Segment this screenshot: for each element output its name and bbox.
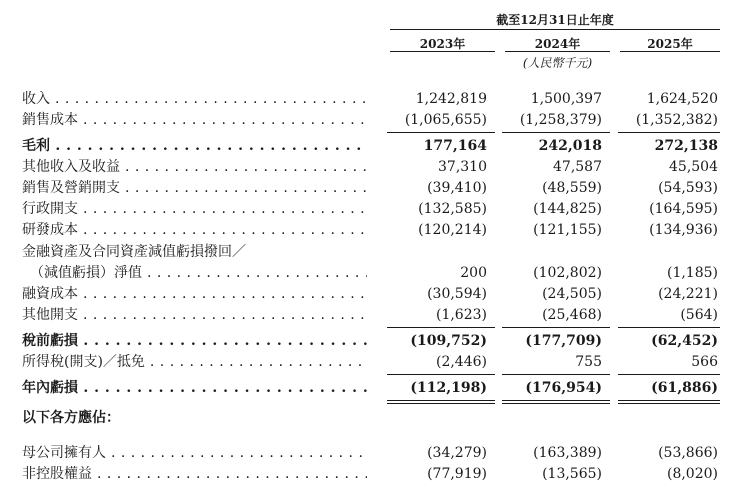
subtotal-rule-2024 <box>502 374 610 375</box>
row-label: （減值虧損）淨值 . . . <box>30 263 367 283</box>
value-2023: 37,310 <box>438 159 487 175</box>
row-other-income <box>0 157 750 177</box>
value-2024: (1,258,379) <box>519 112 602 128</box>
value-2025: (164,595) <box>649 201 718 217</box>
value-2025: (1,352,382) <box>635 112 718 128</box>
subtotal-rule-2025 <box>618 374 720 375</box>
row-impairment-line1 <box>0 242 750 262</box>
value-2023: (132,585) <box>418 201 487 217</box>
row-gross-profit <box>0 136 750 156</box>
value-2024: (163,389) <box>533 445 602 461</box>
year-rule-2025 <box>620 51 720 52</box>
value-2025: (53,866) <box>658 445 718 461</box>
subtotal-rule-2023 <box>387 132 495 133</box>
value-2025: 566 <box>691 354 718 370</box>
row-attributable-heading <box>0 408 750 428</box>
value-2025: 272,138 <box>654 138 718 154</box>
total-double-rule-2025 <box>618 400 720 401</box>
value-2025: (1,185) <box>666 265 718 281</box>
year-header-2023: 2023年 <box>419 37 466 51</box>
unit-label: (人民幣千元) <box>522 56 593 70</box>
value-2023: (109,752) <box>410 333 487 349</box>
value-2025: 1,624,520 <box>646 91 718 107</box>
row-finance-costs <box>0 284 750 304</box>
value-2025: (24,221) <box>658 286 718 302</box>
row-label: 母公司擁有人 . . . <box>22 443 367 463</box>
value-2023: (34,279) <box>427 445 487 461</box>
row-label: 金融資產及合同資產減值虧損撥回／ <box>22 244 246 260</box>
subtotal-rule-2025 <box>618 327 720 328</box>
value-2024: (176,954) <box>525 380 602 396</box>
value-2025: (62,452) <box>651 333 718 349</box>
row-label: 毛利 . . . <box>22 136 367 156</box>
row-income-tax <box>0 352 750 372</box>
value-2023: 177,164 <box>423 138 487 154</box>
value-2025: (8,020) <box>666 466 718 482</box>
total-double-rule-2023 <box>387 400 495 401</box>
row-owners-of-parent <box>0 443 750 463</box>
row-label: 非控股權益 . . . <box>22 464 367 484</box>
value-2023: 200 <box>460 265 487 281</box>
value-2023: (1,623) <box>435 307 487 323</box>
subtotal-rule-2025 <box>618 132 720 133</box>
value-2024: 1,500,397 <box>530 91 602 107</box>
total-double-rule-2024 <box>502 400 610 401</box>
row-other-expenses <box>0 305 750 325</box>
value-2024: (25,468) <box>542 307 602 323</box>
value-2024: (144,825) <box>533 201 602 217</box>
subtotal-rule-2024 <box>502 132 610 133</box>
value-2023: 1,242,819 <box>415 91 487 107</box>
header-rule <box>390 29 720 30</box>
row-label: 行政開支 . . . <box>22 199 367 219</box>
value-2025: (61,886) <box>651 380 718 396</box>
row-revenue <box>0 89 750 109</box>
year-rule-2023 <box>390 51 495 52</box>
subtotal-rule-2024 <box>502 327 610 328</box>
row-label: 融資成本 . . . <box>22 284 367 304</box>
value-2025: (564) <box>680 307 718 323</box>
row-label: 收入 . . . <box>22 89 367 109</box>
row-label: 其他收入及收益 . . . <box>22 157 367 177</box>
year-rule-2024 <box>505 51 610 52</box>
row-rd-costs <box>0 220 750 240</box>
value-2024: (102,802) <box>533 265 602 281</box>
row-loss-before-tax <box>0 331 750 351</box>
row-label: 銷售成本 . . . <box>22 110 367 130</box>
value-2024: (13,565) <box>542 466 602 482</box>
row-label: 以下各方應佔： <box>22 410 120 426</box>
value-2025: 45,504 <box>669 159 718 175</box>
value-2024: 47,587 <box>553 159 602 175</box>
period-title: 截至12月31日止年度 <box>496 13 614 27</box>
row-non-controlling <box>0 464 750 484</box>
row-label: 所得稅(開支)／抵免 . . . <box>22 352 367 372</box>
subtotal-rule-2023 <box>387 327 495 328</box>
value-2023: (2,446) <box>435 354 487 370</box>
row-label: 銷售及營銷開支 . . . <box>22 178 367 198</box>
value-2023: (39,410) <box>427 180 487 196</box>
subtotal-rule-2023 <box>387 374 495 375</box>
row-cost-of-sales <box>0 110 750 130</box>
value-2024: 755 <box>575 354 602 370</box>
value-2024: (177,709) <box>525 333 602 349</box>
value-2024: (48,559) <box>542 180 602 196</box>
value-2023: (120,214) <box>418 222 487 238</box>
year-header-2025: 2025年 <box>647 37 693 51</box>
row-label: 年內虧損 . . . <box>22 378 367 398</box>
row-label: 其他開支 . . . <box>22 305 367 325</box>
row-selling-expenses <box>0 178 750 198</box>
row-admin-expenses <box>0 199 750 219</box>
value-2024: (24,505) <box>542 286 602 302</box>
row-loss-for-year <box>0 378 750 398</box>
year-header-2024: 2024年 <box>534 37 581 51</box>
row-label: 研發成本 . . . <box>22 220 367 240</box>
row-label: 稅前虧損 . . . <box>22 331 367 351</box>
value-2025: (54,593) <box>658 180 718 196</box>
value-2023: (77,919) <box>427 466 487 482</box>
value-2023: (30,594) <box>427 286 487 302</box>
total-double-rule-2024 <box>502 403 610 404</box>
row-impairment-net <box>0 263 750 283</box>
value-2024: 242,018 <box>538 138 602 154</box>
value-2023: (112,198) <box>410 380 487 396</box>
value-2025: (134,936) <box>649 222 718 238</box>
value-2024: (121,155) <box>533 222 602 238</box>
total-double-rule-2023 <box>387 403 495 404</box>
value-2023: (1,065,655) <box>404 112 487 128</box>
total-double-rule-2025 <box>618 403 720 404</box>
